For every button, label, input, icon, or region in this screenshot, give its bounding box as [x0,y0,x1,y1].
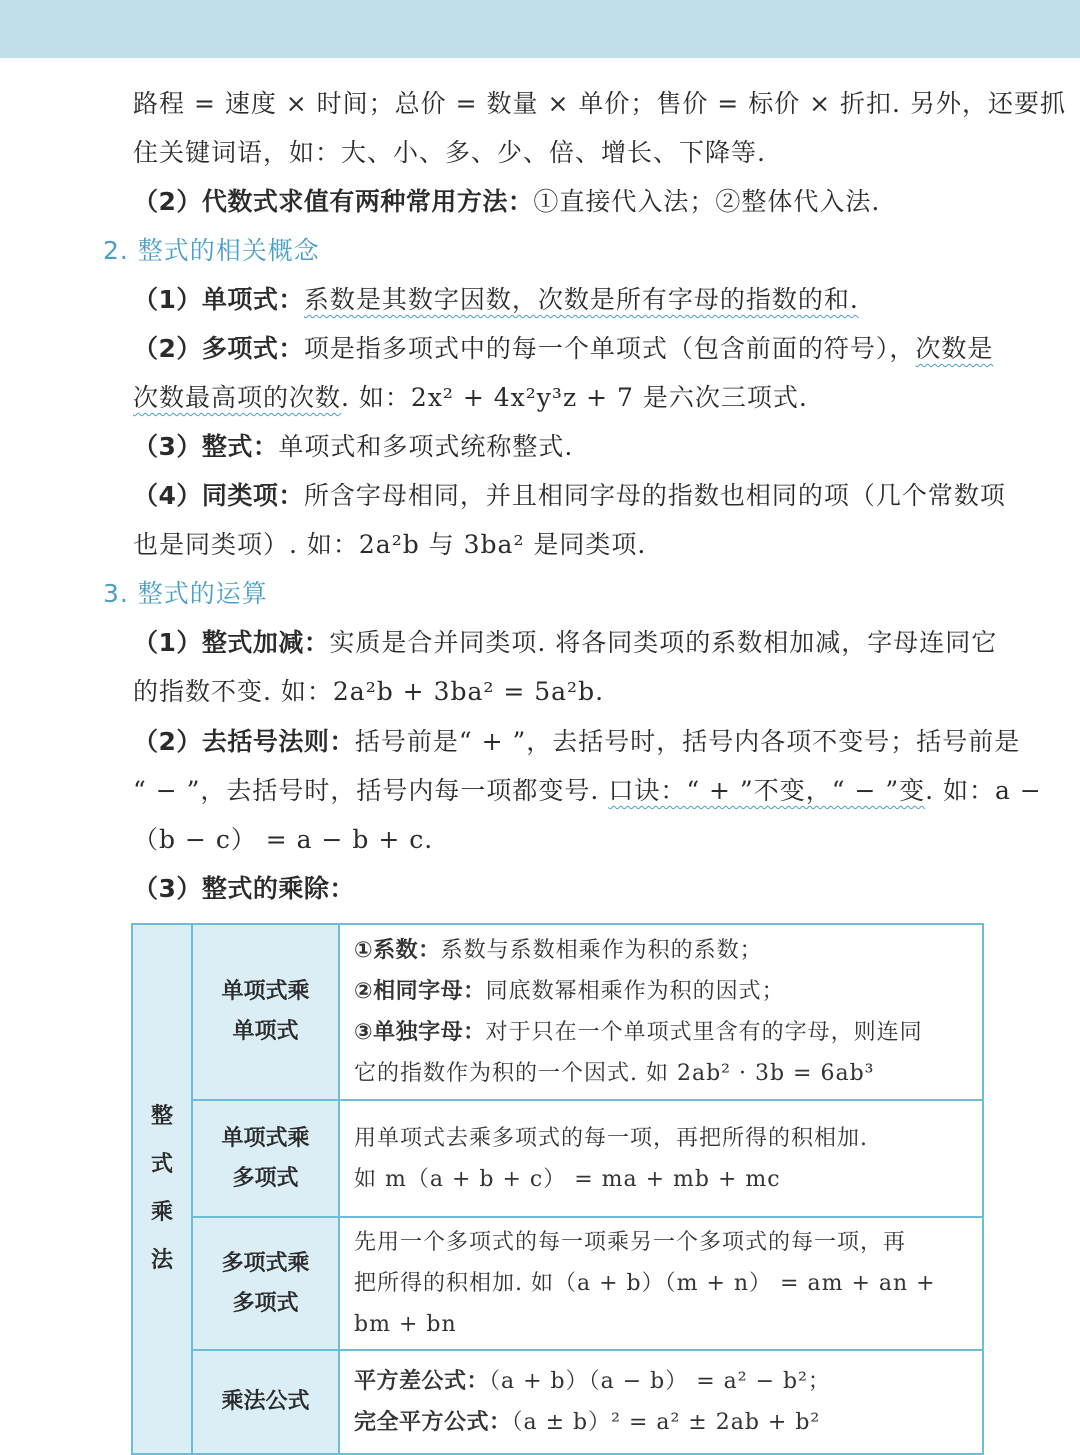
desc-text: （a ± b）² = a² ± 2ab + b² [511,1410,821,1435]
item-label: （4）同类项： [133,481,304,510]
side-char: 法 [150,1248,173,1273]
item-text: 项是指多项式中的每一个单项式（包含前面的符号）， [303,334,916,363]
desc-line [354,1402,968,1443]
table-side-label [132,924,192,1454]
category-text: 单项式 [232,1019,299,1044]
category-text: 多项式乘 [221,1250,310,1276]
section-2-heading: 2. 整式的相关概念 [103,236,320,265]
multiplication-table [131,923,984,1455]
item-label: （3）整式： [133,432,279,461]
category-text: 多项式 [232,1290,299,1316]
desc-text: 同底数幂相乘作为积的因式； [485,979,785,1004]
category-text: 单项式乘 [221,1125,310,1151]
category-text: 多项式 [232,1165,299,1191]
item-text-underlined: 口诀：“ + ”不变，“ − ”变 [608,776,926,805]
s3-item-2-line-3: （b − c） = a − b + c. [133,825,434,854]
desc-text: 系数与系数相乘作为积的系数； [440,938,763,963]
category-cell [192,1100,339,1217]
category-text: 乘法公式 [221,1389,310,1414]
desc-line: 它的指数作为积的一个因式. 如 2ab² · 3b = 6ab³ [354,1061,875,1086]
s2-item-2-line-2 [133,383,808,413]
item-label: （2）去括号法则： [133,727,355,756]
desc-line [354,971,968,1012]
item-label: （1）单项式： [133,285,304,314]
desc-line [354,1012,968,1053]
item-text: 所含字母相同，并且相同字母的指数也相同的项（几个常数项 [303,481,1006,510]
item-text: . 如：2x² + 4x²y³z + 7 是六次三项式. [341,383,808,412]
side-char: 乘 [150,1200,173,1225]
side-char: 式 [150,1152,173,1177]
category-cell [192,924,339,1100]
desc-label: 平方差公式： [354,1369,490,1394]
desc-text: 对于只在一个单项式里含有的字母，则连同 [485,1020,923,1045]
desc-line: 用单项式去乘多项式的每一项，再把所得的积相加. [354,1125,868,1151]
desc-line: 把所得的积相加. 如（a + b）（m + n） = am + an + bm + bn [354,1271,936,1337]
desc-text: （a + b）（a − b） = a² − b²； [489,1369,831,1394]
item-text: “ − ”，去括号时，括号内每一项都变号. [133,776,609,805]
item-text: . 如：a − [925,776,1042,805]
intro-line-2: 住关键词语，如：大、小、多、少、倍、增长、下降等. [133,138,766,167]
table-row [132,1100,983,1217]
desc-label: ③单独字母： [354,1020,486,1045]
table-row [132,924,983,1100]
s2-item-2 [133,334,993,364]
desc-line: 先用一个多项式的每一项乘另一个多项式的每一项，再 [354,1230,907,1255]
desc-line [354,1361,968,1402]
desc-label: ②相同字母： [354,979,486,1004]
intro-item-2 [133,187,880,217]
item-label: （3）整式的乘除： [133,874,355,903]
s2-item-4 [133,481,1006,511]
s2-item-1 [133,285,859,315]
description-cell [339,1100,983,1217]
s3-item-2-line-2 [133,776,1042,806]
item-text: 系数是其数字因数，次数是所有字母的指数的和. [303,285,859,314]
description-cell [339,1350,983,1454]
item-label: （2）多项式： [133,334,304,363]
category-cell [192,1217,339,1350]
description-cell [339,1217,983,1350]
table-row [132,1350,983,1454]
s3-item-1 [133,628,997,658]
item-text: 实质是合并同类项. 将各同类项的系数相加减，字母连同它 [329,628,998,657]
s3-item-1-line-2: 的指数不变. 如：2a²b + 3ba² = 5a²b. [133,677,605,706]
s3-item-2 [133,727,1020,757]
desc-label: ①系数： [354,938,441,963]
s2-item-3 [133,432,573,462]
desc-line: 如 m（a + b + c） = ma + mb + mc [354,1166,781,1192]
intro-line-1: 路程 = 速度 × 时间；总价 = 数量 × 单价；售价 = 标价 × 折扣. 另外，还要抓 [133,89,1066,118]
item-text: 括号前是“ + ”，去括号时，括号内各项不变号；括号前是 [354,727,1021,756]
desc-line [354,930,968,971]
item-text: ①直接代入法；②整体代入法. [533,187,881,216]
item-text-underlined: 次数是 [915,334,994,363]
item-text-underlined: 次数最高项的次数 [133,383,342,412]
category-cell [192,1350,339,1454]
item-text: 单项式和多项式统称整式. [278,432,574,461]
table-row [132,1217,983,1350]
desc-label: 完全平方公式： [354,1410,512,1435]
s2-item-4-line-2: 也是同类项）. 如：2a²b 与 3ba² 是同类项. [133,530,647,559]
category-text: 单项式乘 [221,979,310,1004]
section-3-heading: 3. 整式的运算 [103,579,268,608]
s3-item-3 [133,874,355,904]
description-cell [339,924,983,1100]
item-label: （1）整式加减： [133,628,330,657]
item-label: （2）代数式求值有两种常用方法： [133,187,534,216]
side-char: 整 [150,1104,173,1129]
